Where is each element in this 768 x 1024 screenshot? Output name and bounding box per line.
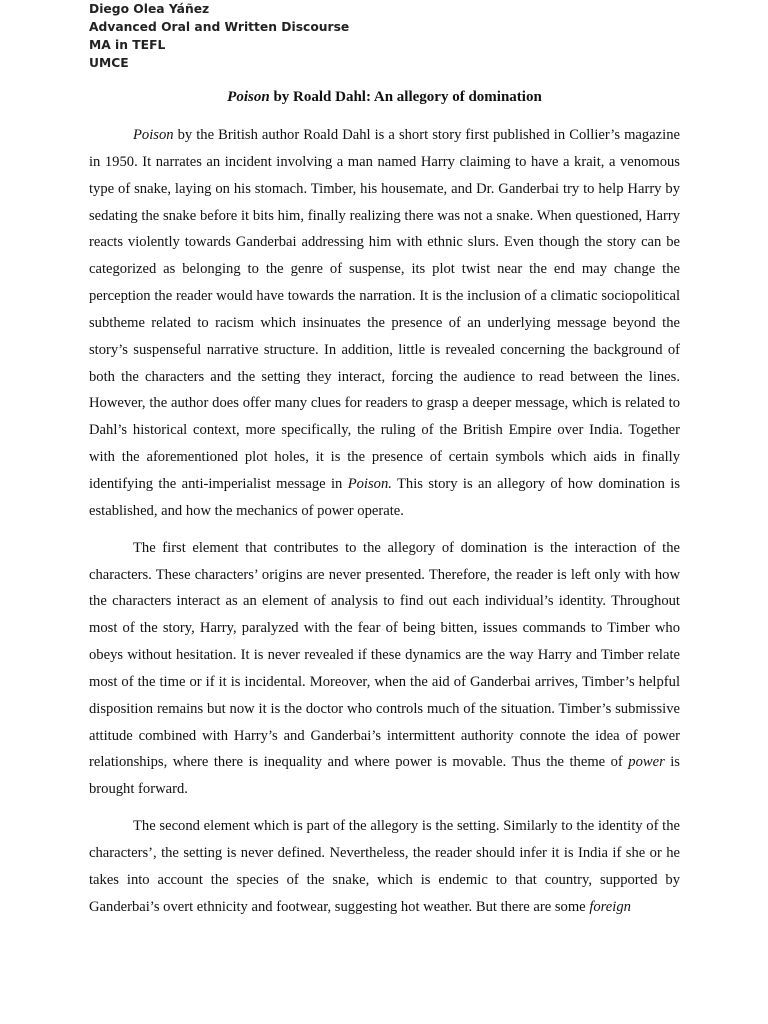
title-rest: by Roald Dahl: An allegory of domination <box>269 89 542 105</box>
title-italic: Poison <box>227 89 270 105</box>
p3-text-1: The second element which is part of the allegory is the setting. Similarly to the identity of the characters’, the setting is never defined. Nevertheless, the reader should infer it is India if she or he takes into account the species of the snake, which is endemic to that country, supported by Ganderbai’s overt ethnicity and footwear, suggesting hot weather. But there are some <box>89 818 680 915</box>
course-name: Advanced Oral and Written Discourse <box>89 20 350 34</box>
paragraph-3 <box>89 813 680 920</box>
p2-text-1: The first element that contributes to the allegory of domination is the interaction of the characters. These characters’ origins are never presented. Therefore, the reader is left only with how the characters interact as an element of analysis to find out each individual’s identity. Throughout most of the story, Harry, paralyzed with the fear of being bitten, issues commands to Timber who obeys without hesitation. It is never revealed if these dynamics are the way Harry and Timber relate most of the time or if it is incidental. Moreover, when the aid of Ganderbai arrives, Timber’s helpful disposition remains but now it is the doctor who controls much of the situation. Timber’s submissive attitude combined with Harry’s and Ganderbai’s intermittent authority connote the idea of power relationships, where there is inequality and where power is movable. Thus the theme of <box>89 539 680 771</box>
p1-italic-1: Poison <box>133 127 174 143</box>
author-header <box>89 0 680 72</box>
p1-italic-2: Poison. <box>347 475 392 492</box>
program-name: MA in TEFL <box>89 38 166 52</box>
p1-text-2: This story is an allegory of how domination is established, and how the mechanics of power operate. <box>89 475 681 519</box>
p2-italic-1: power <box>628 754 665 771</box>
paragraph-2 <box>89 535 680 803</box>
author-name: Diego Olea Yáñez <box>89 2 210 16</box>
essay-title <box>89 87 680 107</box>
p3-italic-1: foreign <box>589 898 631 915</box>
paragraph-1 <box>89 122 680 525</box>
university-name: UMCE <box>89 56 129 70</box>
p1-text-1: by the British author Roald Dahl is a short story first published in Collier’s magazine in 1950. It narrates an incident involving a man named Harry claiming to have a krait, a venomous type of snake, laying on his stomach. Timber, his housemate, and Dr. Ganderbai try to help Harry by sedating the snake before it bits him, finally realizing there was not a snake. When questioned, Harry reacts violently towards Ganderbai addressing him with ethnic slurs. Even though the story can be categorized as belonging to the genre of suspense, its plot twist near the end may change the perception the reader would have towards the narration. It is the inclusion of a climatic sociopolitical subtheme related to racism which insinuates the presence of an underlying message beyond the story’s suspenseful narrative structure. In addition, little is revealed concerning the background of both the characters and the setting they interact, forcing the audience to read between the lines. However, the author does offer many clues for readers to grasp a deeper message, which is related to Dahl’s historical context, more specifically, the ruling of the British Empire over India. Together with the aforementioned plot holes, it is the presence of certain symbols which aids in finally identifying the anti-imperialist message in <box>89 127 680 492</box>
p2-text-2: is brought forward. <box>89 754 680 798</box>
essay-body <box>89 122 680 920</box>
